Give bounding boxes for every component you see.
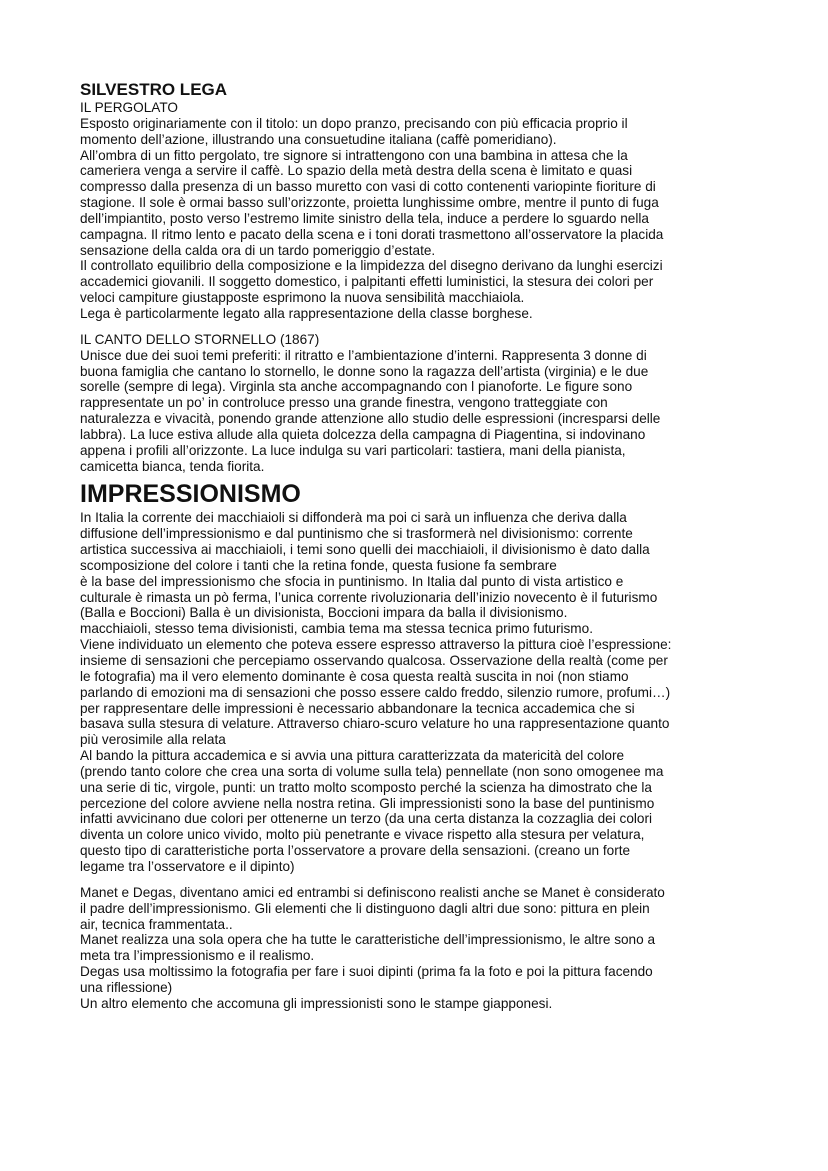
text-line: naturalezza e vivacità, ponendo grande attenzione allo studio delle espressioni (incresparsi delle (80, 411, 661, 427)
paragraph-impressionismo-1 (80, 510, 760, 874)
text-line: buona famiglia che cantano lo stornello, le donne sono la ragazza dell’artista (virginia) e le due (80, 363, 649, 379)
text-line: Degas usa moltissimo la fotografia per fare i suoi dipinti (prima fa la foto e poi la pittura facendo (80, 964, 653, 980)
text-line: veloci campiture giustapposte esprimono la nuova sensibilità macchiaiola. (80, 290, 525, 306)
text-line: meta tra l’impressionismo e il realismo. (80, 948, 315, 964)
text-line: basava sulla stesura di velature. Attraverso chiaro-scuro velature ho una rappresentazione quanto (80, 716, 670, 732)
text-line: parlando di emozioni ma di sensazioni che posso essere caldo freddo, silenzio rumore, profumi…) (80, 684, 671, 700)
spacer (80, 875, 760, 885)
text-line: percezione del colore avviene nella nostra retina. Gli impressionisti sono la base del puntinismo (80, 795, 655, 811)
text-line: questo tipo di caratteristiche porta l’osservatore a provare della sensazioni. (creano un forte (80, 843, 631, 859)
text-line: appena i profili all’orizzonte. La luce indulga su vari particolari: tastiera, mani della pianista, (80, 442, 626, 458)
paragraph-pergolato (80, 116, 760, 322)
text-line: Al bando la pittura accademica e si avvia una pittura caratterizzata da matericità del colore (80, 748, 625, 764)
text-line: le fotografia) ma il vero elemento dominante è cosa questa realtà suscita in noi (non stiamo (80, 668, 629, 684)
text-line: macchiaioli, stesso tema divisionisti, cambia tema ma stessa tecnica primo futurismo. (80, 621, 593, 637)
paragraph-stornello (80, 348, 760, 475)
text-line: artistica successiva ai macchiaioli, i temi sono quelli dei macchiaioli, il divisionismo è dato dalla (80, 542, 650, 558)
subheading-il-pergolato: IL PERGOLATO (80, 100, 178, 115)
text-line: insieme di sensazioni che percepiamo osservando qualcosa. Osservazione della realtà (come per (80, 653, 668, 668)
text-line: In Italia la corrente dei macchiaioli si diffonderà ma poi ci sarà un influenza che deriva dalla (80, 510, 627, 526)
text-line: per rappresentare delle impressioni è necessario abbandonare la tecnica accademica che si (80, 700, 635, 716)
spacer (80, 322, 760, 332)
text-line: una serie di tic, virgole, punti: un tratto molto scomposto perché la scienza ha dimostrato che la (80, 779, 652, 795)
text-line: cameriera venga a servire il caffè. Lo spazio della metà destra della scena è limitato e quasi (80, 163, 633, 179)
text-line: diventa un colore unico vivido, molto più penetrante e vivace rispetto alla stesura per velatura, (80, 827, 645, 843)
section-title-silvestro-lega: SILVESTRO LEGA (80, 80, 228, 99)
text-line: rappresentate un po’ in controluce presso una grande finestra, vengono tratteggiate con (80, 395, 608, 411)
text-line: accademici giovanili. Il soggetto domestico, i palpitanti effetti luministici, la stesura dei colori per (80, 274, 654, 290)
text-line: momento dell’azione, illustrando una consuetudine italiana (caffè pomeridiano). (80, 131, 557, 147)
text-line: sensazione della calda ora di un tardo pomeriggio d’estate. (80, 242, 436, 258)
text-line: dell’impiantito, posto verso l’estremo limite sinistro della tela, induce a perdere lo sguardo nella (80, 210, 649, 226)
text-line: più verosimile alla relata (80, 732, 226, 748)
paragraph-impressionismo-2 (80, 885, 760, 1012)
document-content (80, 80, 760, 1012)
text-line: Viene individuato un elemento che poteva essere espresso attraverso la pittura cioè l’espressione: (80, 637, 672, 653)
text-line: Esposto originariamente con il titolo: un dopo pranzo, precisando con più efficacia proprio il (80, 115, 628, 131)
text-line: (prendo tanto colore che crea una sorta di volume sulla tela) pennellate (non sono omogenee ma (80, 763, 664, 779)
text-line: diffusione dell’impressionismo e dal puntinismo che si trasformerà nel divisionismo: corrente (80, 526, 633, 542)
text-line: legame tra l’osservatore e il dipinto) (80, 858, 295, 874)
text-line: Manet e Degas, diventano amici ed entrambi si definiscono realisti anche se Manet è considerato (80, 884, 665, 900)
text-line: All’ombra di un fitto pergolato, tre signore si intrattengono con una bambina in attesa che la (80, 147, 628, 163)
text-line: il padre dell’impressionismo. Gli elementi che li distinguono dagli altri due sono: pittura en plein (80, 900, 650, 916)
text-line: Unisce due dei suoi temi preferiti: il ritratto e l’ambientazione d’interni. Rappresenta 3 donne di (80, 347, 647, 363)
text-line: Manet realizza una sola opera che ha tutte le caratteristiche dell’impressionismo, le altre sono a (80, 932, 656, 948)
text-line: Lega è particolarmente legato alla rappresentazione della classe borghese. (80, 305, 533, 321)
text-line: una riflessione) (80, 979, 173, 995)
section-title-impressionismo: IMPRESSIONISMO (80, 480, 301, 509)
text-line: culturale è rimasta un pò ferma, l’unica corrente rivoluzionaria dell’inizio novecento è il futurismo (80, 589, 658, 605)
text-line: camicetta bianca, tenda fiorita. (80, 458, 265, 474)
text-line: sorelle (sempre di lega). Virginla sta anche accompagnando con l pianoforte. Le figure sono (80, 379, 633, 395)
text-line: Un altro elemento che accomuna gli impressionisti sono le stampe giapponesi. (80, 995, 553, 1011)
text-line: campagna. Il ritmo lento e pacato della scena e i toni dorati trasmettono all’osservatore la placida (80, 226, 664, 242)
text-line: air, tecnica frammentata.. (80, 916, 233, 932)
text-line: stagione. Il sole è ormai basso sull’orizzonte, proietta lunghissime ombre, mentre il punto di fuga (80, 195, 659, 211)
text-line: scomposizione del colore i tanti che la retina fonde, questa fusione fa sembrare (80, 557, 557, 573)
text-line: compresso dalla presenza di un basso muretto con vasi di cotto contenenti variopinte fioriture di (80, 179, 656, 195)
text-line: (Balla e Boccioni) Balla è un divisionista, Boccioni impara da balla il divisionismo. (80, 605, 568, 621)
text-line: Il controllato equilibrio della composizione e la limpidezza del disegno derivano da lunghi esercizi (80, 258, 663, 274)
text-line: labbra). La luce estiva allude alla quieta dolcezza della campagna di Piagentina, si indovinano (80, 426, 646, 442)
subheading-il-canto-dello-stornello: IL CANTO DELLO STORNELLO (1867) (80, 331, 320, 347)
text-line: è la base del impressionismo che sfocia in puntinismo. In Italia dal punto di vista artistico e (80, 573, 624, 589)
text-line: infatti avvicinano due colori per ottenerne un terzo (da una certa distanza la cozzaglia dei colori (80, 811, 653, 827)
